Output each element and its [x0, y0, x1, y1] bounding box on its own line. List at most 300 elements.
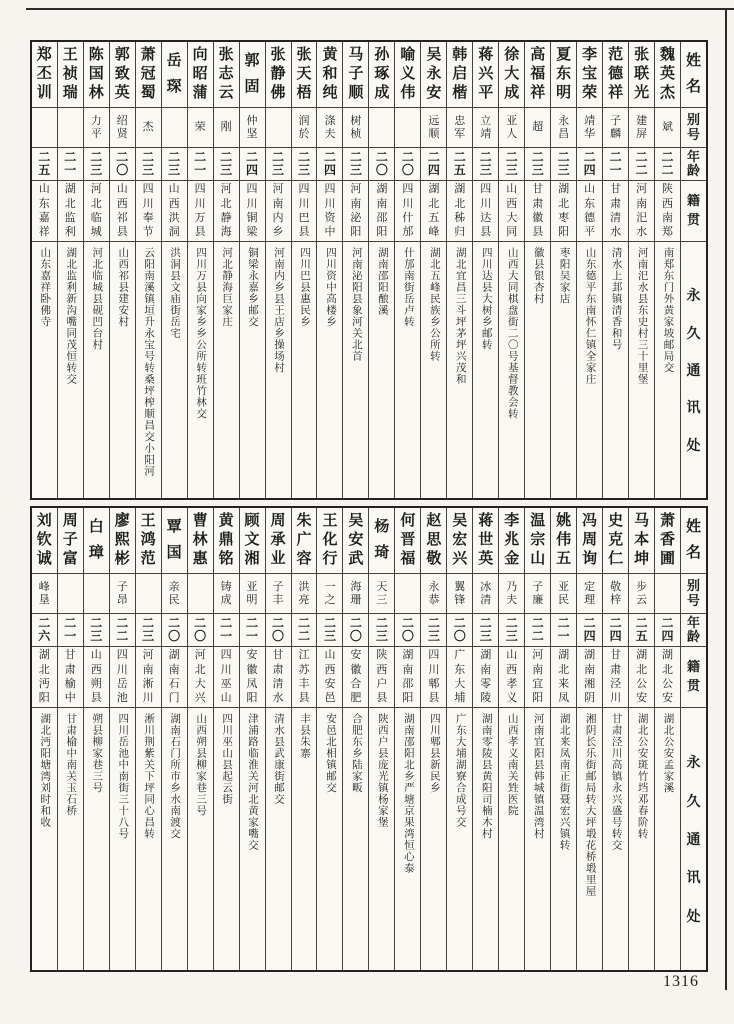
- address-cell: 河北静海巨家庄: [221, 247, 233, 328]
- alias-cell: 远 顺: [421, 108, 446, 148]
- header-address: 永 久 通 讯 处: [686, 756, 701, 925]
- name-cell: 蒋 兴 平: [473, 42, 498, 108]
- address-cell: 四川资中高楼乡: [324, 247, 336, 328]
- address-cell: 湖北五峰民族乡公所转: [428, 247, 440, 362]
- address-cell: 徽县银杏村: [532, 247, 544, 305]
- age-cell: 二 五: [629, 614, 654, 647]
- alias-cell: 涤 夫: [317, 108, 342, 148]
- native-cell: 山 西 孝 义: [499, 647, 524, 708]
- person-column: [603, 42, 629, 498]
- name-cell: 覃 国: [162, 508, 187, 574]
- alias-cell: [395, 574, 420, 614]
- name-cell: 范 德 祥: [603, 42, 628, 108]
- person-column: [58, 42, 84, 498]
- age-cell: 二 一: [188, 148, 213, 181]
- address-cell: 甘肃榆中南关玉石桥: [65, 713, 77, 817]
- native-cell: 湖 北 沔 阳: [32, 647, 57, 708]
- person-column: [577, 508, 603, 970]
- address-cell: 湖北沔阳塘湾刘时和收: [39, 713, 51, 828]
- address-cell: 津浦路临淮关河北黄家嘴交: [247, 713, 259, 851]
- native-cell: 湖 北 枣 阳: [551, 181, 576, 242]
- alias-cell: [162, 108, 187, 148]
- address-cell: 丰县朱寨: [298, 713, 310, 759]
- alias-cell: 杰: [136, 108, 161, 148]
- name-cell: 赵 思 敬: [421, 508, 446, 574]
- address-cell: 四川巫山县起云街: [221, 713, 233, 805]
- age-cell: 二 〇: [395, 614, 420, 647]
- native-cell: 四 川 万 县: [188, 181, 213, 242]
- name-cell: 曹 林 惠: [188, 508, 213, 574]
- address-cell: 湖北公安孟家溪: [662, 713, 674, 794]
- age-cell: 二 〇: [162, 614, 187, 647]
- alias-cell: 建 屏: [629, 108, 654, 148]
- age-cell: 二 四: [421, 148, 446, 181]
- address-cell: 陕西户县庞光镇杨家堡: [376, 713, 388, 828]
- header-column: [681, 42, 706, 498]
- name-cell: 徐 大 成: [499, 42, 524, 108]
- native-cell: 湖 南 邵 阳: [369, 181, 394, 242]
- address-cell: 山西大同棋盘街二〇号基督教会转: [506, 247, 518, 420]
- address-cell: 四川岳池中南街三十八号: [117, 713, 129, 840]
- name-cell: 吴 安 武: [343, 508, 368, 574]
- native-cell: 河 南 淅 川: [136, 647, 161, 708]
- age-cell: 二 五: [32, 148, 57, 181]
- native-cell: 河 南 汜 水: [629, 181, 654, 242]
- person-column: [317, 508, 343, 970]
- native-cell: 四 川 资 中: [317, 181, 342, 242]
- alias-cell: [136, 574, 161, 614]
- alias-cell: 洪 亮: [292, 574, 317, 614]
- person-column: [343, 508, 369, 970]
- alias-cell: 绍 贤: [110, 108, 135, 148]
- address-cell: 四川万县向家乡乡公所转班竹林交: [195, 247, 207, 420]
- native-cell: 山 西 洪 洞: [162, 181, 187, 242]
- alias-cell: [58, 574, 83, 614]
- address-cell: 山西朔县柳家巷三号: [195, 713, 207, 817]
- native-cell: 江 苏 丰 县: [292, 647, 317, 708]
- age-cell: 二 三: [136, 148, 161, 181]
- age-cell: 二 六: [32, 614, 57, 647]
- native-cell: 湖 南 石 门: [162, 647, 187, 708]
- age-cell: 二 〇: [369, 148, 394, 181]
- person-column: [473, 42, 499, 498]
- age-cell: 二 二: [629, 148, 654, 181]
- native-cell: 山 西 大 同: [499, 181, 524, 242]
- native-cell: 湖 南 邵 阳: [395, 647, 420, 708]
- name-cell: 韩 启 楷: [447, 42, 472, 108]
- age-cell: 二 二: [110, 614, 135, 647]
- alias-cell: [32, 108, 57, 148]
- age-cell: 二 一: [603, 148, 628, 181]
- alias-cell: 翼 锋: [447, 574, 472, 614]
- native-cell: 四 川 奉 节: [136, 181, 161, 242]
- address-cell: 广东大埔湖寮合成号交: [454, 713, 466, 828]
- alias-cell: 荣: [188, 108, 213, 148]
- address-cell: 湖南石门所市乡水南渡交: [169, 713, 181, 840]
- person-column: [317, 42, 343, 498]
- age-cell: 二 一: [58, 614, 83, 647]
- age-cell: 二 二: [655, 148, 680, 181]
- address-cell: 四川郫县新民乡: [428, 713, 440, 794]
- person-column: [58, 508, 84, 970]
- alias-cell: [655, 574, 680, 614]
- native-cell: 山 东 嘉 祥: [32, 181, 57, 242]
- person-column: [84, 508, 110, 970]
- alias-cell: [395, 108, 420, 148]
- name-cell: 萧 香 圃: [655, 508, 680, 574]
- header-alias: 别 号: [681, 108, 706, 148]
- person-column: [603, 508, 629, 970]
- person-column: [343, 42, 369, 498]
- alias-cell: [188, 574, 213, 614]
- alias-cell: [266, 108, 291, 148]
- native-cell: 湖 北 秭 归: [447, 181, 472, 242]
- age-cell: 二 五: [447, 148, 472, 181]
- age-cell: 二 三: [499, 614, 524, 647]
- person-column: [421, 508, 447, 970]
- person-column: [551, 42, 577, 498]
- name-cell: 马 子 顺: [343, 42, 368, 108]
- person-column: [447, 508, 473, 970]
- alias-cell: 子 昂: [110, 574, 135, 614]
- native-cell: 甘 肃 清 水: [603, 181, 628, 242]
- name-cell: 蒋 世 英: [473, 508, 498, 574]
- address-cell: 河南汜水县东史村三十里堡: [636, 247, 648, 385]
- native-cell: 四 川 铜 梁: [240, 181, 265, 242]
- page-number: 1316: [663, 973, 699, 990]
- name-cell: 李 宝 荣: [577, 42, 602, 108]
- alias-cell: 冰 清: [473, 574, 498, 614]
- person-column: [629, 42, 655, 498]
- alias-cell: [84, 574, 109, 614]
- alias-cell: 永 昌: [551, 108, 576, 148]
- address-cell: 朔县柳家巷三号: [91, 713, 103, 794]
- person-column: [369, 508, 395, 970]
- name-cell: 马 本 坤: [629, 508, 654, 574]
- person-column: [551, 508, 577, 970]
- age-cell: 二 〇: [110, 148, 135, 181]
- name-cell: 陈 国 林: [84, 42, 109, 108]
- native-cell: 山 西 安 邑: [317, 647, 342, 708]
- native-cell: 陕 西 户 县: [369, 647, 394, 708]
- alias-cell: 子 丰: [266, 574, 291, 614]
- native-cell: 陕 西 南 郑: [655, 181, 680, 242]
- person-column: [629, 508, 655, 970]
- person-column: [136, 42, 162, 498]
- native-cell: 湖 北 五 峰: [421, 181, 446, 242]
- address-cell: 山西孝义南关甡医院: [506, 713, 518, 817]
- person-column: [577, 42, 603, 498]
- name-cell: 张 静 佛: [266, 42, 291, 108]
- person-column: [240, 42, 266, 498]
- person-column: [499, 42, 525, 498]
- address-cell: 云阳南溪镇垣升永宝号转桑坪榨顺昌交小阳河: [143, 247, 155, 477]
- age-cell: 二 三: [136, 614, 161, 647]
- name-cell: 郑 丕 训: [32, 42, 57, 108]
- alias-cell: 一 之: [317, 574, 342, 614]
- age-cell: 二 四: [603, 614, 628, 647]
- alias-cell: 子 麟: [603, 108, 628, 148]
- address-cell: 安邑北相镇邮交: [324, 713, 336, 794]
- native-cell: 河 南 宜 阳: [525, 647, 550, 708]
- name-cell: 高 福 祥: [525, 42, 550, 108]
- age-cell: 二 四: [577, 614, 602, 647]
- alias-cell: 超: [525, 108, 550, 148]
- address-cell: 湘阴长乐街邮局转大坪塅花桥塅里屋: [584, 713, 596, 897]
- age-cell: 二 〇: [188, 614, 213, 647]
- native-cell: 甘 肃 清 水: [266, 647, 291, 708]
- alias-cell: 敬 梓: [603, 574, 628, 614]
- person-column: [655, 42, 681, 498]
- native-cell: 河 北 静 海: [214, 181, 239, 242]
- roster-table-top: [30, 40, 708, 500]
- person-column: [292, 508, 318, 970]
- header-age: 年 龄: [681, 614, 706, 647]
- age-cell: 二 〇: [343, 614, 368, 647]
- age-cell: 二 一: [240, 614, 265, 647]
- person-column: [188, 42, 214, 498]
- address-cell: 合肥东乡陆家畈: [350, 713, 362, 794]
- alias-cell: 定 理: [577, 574, 602, 614]
- native-cell: 山 西 朔 县: [84, 647, 109, 708]
- address-cell: 河南内乡县王店乡操场村: [273, 247, 285, 374]
- age-cell: 二 三: [162, 148, 187, 181]
- native-cell: 山 西 祁 县: [110, 181, 135, 242]
- header-name: 姓 名: [681, 508, 706, 574]
- address-cell: 什邡南街岳卢转: [402, 247, 414, 328]
- name-cell: 白 璋: [84, 508, 109, 574]
- address-cell: 清水县武康街邮交: [273, 713, 285, 805]
- name-cell: 王 祯 瑞: [58, 42, 83, 108]
- age-cell: 二 〇: [447, 614, 472, 647]
- person-column: [84, 42, 110, 498]
- age-cell: 二 四: [240, 148, 265, 181]
- header-column: [681, 508, 706, 970]
- alias-cell: 铸 成: [214, 574, 239, 614]
- alias-cell: 永 恭: [421, 574, 446, 614]
- person-column: [395, 42, 421, 498]
- name-cell: 张 志 云: [214, 42, 239, 108]
- name-cell: 朱 广 容: [292, 508, 317, 574]
- name-cell: 周 承 业: [266, 508, 291, 574]
- address-cell: 山东德平东南怀仁镇全家庄: [584, 247, 596, 385]
- address-cell: 湖北宜昌三斗坪茅坪兴茂和: [454, 247, 466, 385]
- age-cell: 二 三: [499, 148, 524, 181]
- native-cell: 河 南 内 乡: [266, 181, 291, 242]
- age-cell: 二 〇: [266, 614, 291, 647]
- age-cell: 二 一: [214, 614, 239, 647]
- roster-table-bottom: [30, 506, 708, 972]
- person-column: [162, 42, 188, 498]
- alias-cell: 亚 明: [240, 574, 265, 614]
- alias-cell: 立 靖: [473, 108, 498, 148]
- age-cell: 二 三: [317, 614, 342, 647]
- name-cell: 岳 琛: [162, 42, 187, 108]
- person-column: [32, 42, 58, 498]
- native-cell: 甘 肃 徽 县: [525, 181, 550, 242]
- address-cell: 湖北来凤南正街聂宏兴镇转: [558, 713, 570, 851]
- person-column: [188, 508, 214, 970]
- header-alias: 别 号: [681, 574, 706, 614]
- age-cell: 二 四: [577, 148, 602, 181]
- native-cell: 湖 南 湘 阴: [577, 647, 602, 708]
- person-column: [655, 508, 681, 970]
- name-cell: 夏 东 明: [551, 42, 576, 108]
- age-cell: 二 二: [292, 614, 317, 647]
- alias-cell: 亲 民: [162, 574, 187, 614]
- native-cell: 四 川 郫 县: [421, 647, 446, 708]
- name-cell: 郭 固: [240, 42, 265, 108]
- name-cell: 郭 致 英: [110, 42, 135, 108]
- alias-cell: 亚 民: [551, 574, 576, 614]
- name-cell: 王 化 行: [317, 508, 342, 574]
- address-cell: 河南泌阳县象河关北首: [350, 247, 362, 362]
- age-cell: 二 三: [84, 148, 109, 181]
- address-cell: 四川巴县惠民乡: [298, 247, 310, 328]
- person-column: [525, 508, 551, 970]
- person-column: [421, 42, 447, 498]
- alias-cell: 乃 夫: [499, 574, 524, 614]
- alias-cell: 峰 垦: [32, 574, 57, 614]
- name-cell: 史 克 仁: [603, 508, 628, 574]
- native-cell: 甘 肃 榆 中: [58, 647, 83, 708]
- address-cell: 湖北监利新沟嘴同茂恒转交: [65, 247, 77, 385]
- person-column: [136, 508, 162, 970]
- name-cell: 喻 义 伟: [395, 42, 420, 108]
- age-cell: 二 三: [473, 614, 498, 647]
- name-cell: 黄 鼎 铭: [214, 508, 239, 574]
- address-cell: 清水上邽镇清香和号: [610, 247, 622, 351]
- native-cell: 四 川 达 县: [473, 181, 498, 242]
- person-column: [525, 42, 551, 498]
- address-cell: 淅川荆紫关下坪同心昌转: [143, 713, 155, 840]
- alias-cell: [369, 108, 394, 148]
- name-cell: 张 天 梧: [292, 42, 317, 108]
- name-cell: 姚 伟 五: [551, 508, 576, 574]
- name-cell: 张 联 光: [629, 42, 654, 108]
- name-cell: 吴 永 安: [421, 42, 446, 108]
- scan-border-right: [725, 8, 727, 990]
- name-cell: 王 鸿 范: [136, 508, 161, 574]
- address-cell: 南郑东门外黄家坡邮局交: [662, 247, 674, 374]
- person-column: [473, 508, 499, 970]
- age-cell: 二 二: [525, 614, 550, 647]
- address-cell: 湖南零陵县黄阳司楠木村: [480, 713, 492, 840]
- name-cell: 何 晋 福: [395, 508, 420, 574]
- person-column: [395, 508, 421, 970]
- header-name: 姓 名: [681, 42, 706, 108]
- name-cell: 李 兆 金: [499, 508, 524, 574]
- name-cell: 廖 熙 彬: [110, 508, 135, 574]
- person-column: [499, 508, 525, 970]
- address-cell: 湖南邵阳北乡严塘京果湾恒心泰: [402, 713, 414, 874]
- header-address: 永 久 通 讯 处: [686, 289, 701, 454]
- age-cell: 二 三: [266, 148, 291, 181]
- name-cell: 魏 英 杰: [655, 42, 680, 108]
- age-cell: 二 三: [525, 148, 550, 181]
- native-cell: 湖 北 监 利: [58, 181, 83, 242]
- native-cell: 四 川 什 邡: [395, 181, 420, 242]
- alias-cell: 刚: [214, 108, 239, 148]
- native-cell: 湖 北 公 安: [629, 647, 654, 708]
- native-cell: 安 徽 合 肥: [343, 647, 368, 708]
- alias-cell: 树 桢: [343, 108, 368, 148]
- alias-cell: 靖 华: [577, 108, 602, 148]
- native-cell: 湖 北 来 凤: [551, 647, 576, 708]
- native-cell: 安 徽 凤 阳: [240, 647, 265, 708]
- person-column: [266, 508, 292, 970]
- name-cell: 黄 和 纯: [317, 42, 342, 108]
- address-cell: 洪洞县文庙街岳宅: [169, 247, 181, 339]
- age-cell: 二 一: [551, 614, 576, 647]
- address-cell: 山东嘉祥卧佛寺: [39, 247, 51, 328]
- native-cell: 四 川 岳 池: [110, 647, 135, 708]
- alias-cell: 仲 坚: [240, 108, 265, 148]
- native-cell: 河 北 临 城: [84, 181, 109, 242]
- address-cell: 河北临城县砚凹台村: [91, 247, 103, 351]
- name-cell: 刘 钦 诚: [32, 508, 57, 574]
- name-cell: 向 昭 蒲: [188, 42, 213, 108]
- address-cell: 河南宜阳县韩城镇温湾村: [532, 713, 544, 840]
- person-column: [214, 508, 240, 970]
- person-column: [240, 508, 266, 970]
- address-cell: 湖南邵阳酿溪: [376, 247, 388, 316]
- age-cell: 二 三: [84, 614, 109, 647]
- header-native: 籍 贯: [681, 647, 706, 708]
- person-column: [214, 42, 240, 498]
- name-cell: 萧 冠 蜀: [136, 42, 161, 108]
- alias-cell: 力 平: [84, 108, 109, 148]
- age-cell: 二 〇: [395, 148, 420, 181]
- alias-cell: 步 云: [629, 574, 654, 614]
- name-cell: 杨 琦: [369, 508, 394, 574]
- person-column: [447, 42, 473, 498]
- address-cell: 枣阳吴家店: [558, 247, 570, 305]
- native-cell: 四 川 巴 县: [292, 181, 317, 242]
- native-cell: 湖 北 公 安: [655, 647, 680, 708]
- native-cell: 山 东 德 平: [577, 181, 602, 242]
- name-cell: 顾 文 湘: [240, 508, 265, 574]
- age-cell: 二 三: [473, 148, 498, 181]
- person-column: [266, 42, 292, 498]
- address-cell: 四川达县大树乡邮转: [480, 247, 492, 351]
- name-cell: 冯 周 询: [577, 508, 602, 574]
- name-cell: 吴 宏 兴: [447, 508, 472, 574]
- address-cell: 山西祁县建安村: [117, 247, 129, 328]
- header-native: 籍 贯: [681, 181, 706, 242]
- address-cell: 甘肃泾川高镇永兴盛号转交: [610, 713, 622, 851]
- person-column: [110, 508, 136, 970]
- native-cell: 河 北 大 兴: [188, 647, 213, 708]
- native-cell: 广 东 大 埔: [447, 647, 472, 708]
- age-cell: 二 一: [58, 148, 83, 181]
- native-cell: 甘 肃 泾 川: [603, 647, 628, 708]
- alias-cell: 润 於: [292, 108, 317, 148]
- person-column: [32, 508, 58, 970]
- person-column: [369, 42, 395, 498]
- age-cell: 二 四: [655, 614, 680, 647]
- person-column: [292, 42, 318, 498]
- age-cell: 二 三: [551, 148, 576, 181]
- header-age: 年 龄: [681, 148, 706, 181]
- name-cell: 孙 琢 成: [369, 42, 394, 108]
- person-column: [162, 508, 188, 970]
- scan-border-top: [26, 8, 734, 10]
- age-cell: 二 三: [421, 614, 446, 647]
- age-cell: 二 三: [343, 148, 368, 181]
- alias-cell: 亚 人: [499, 108, 524, 148]
- native-cell: 四 川 巫 山: [214, 647, 239, 708]
